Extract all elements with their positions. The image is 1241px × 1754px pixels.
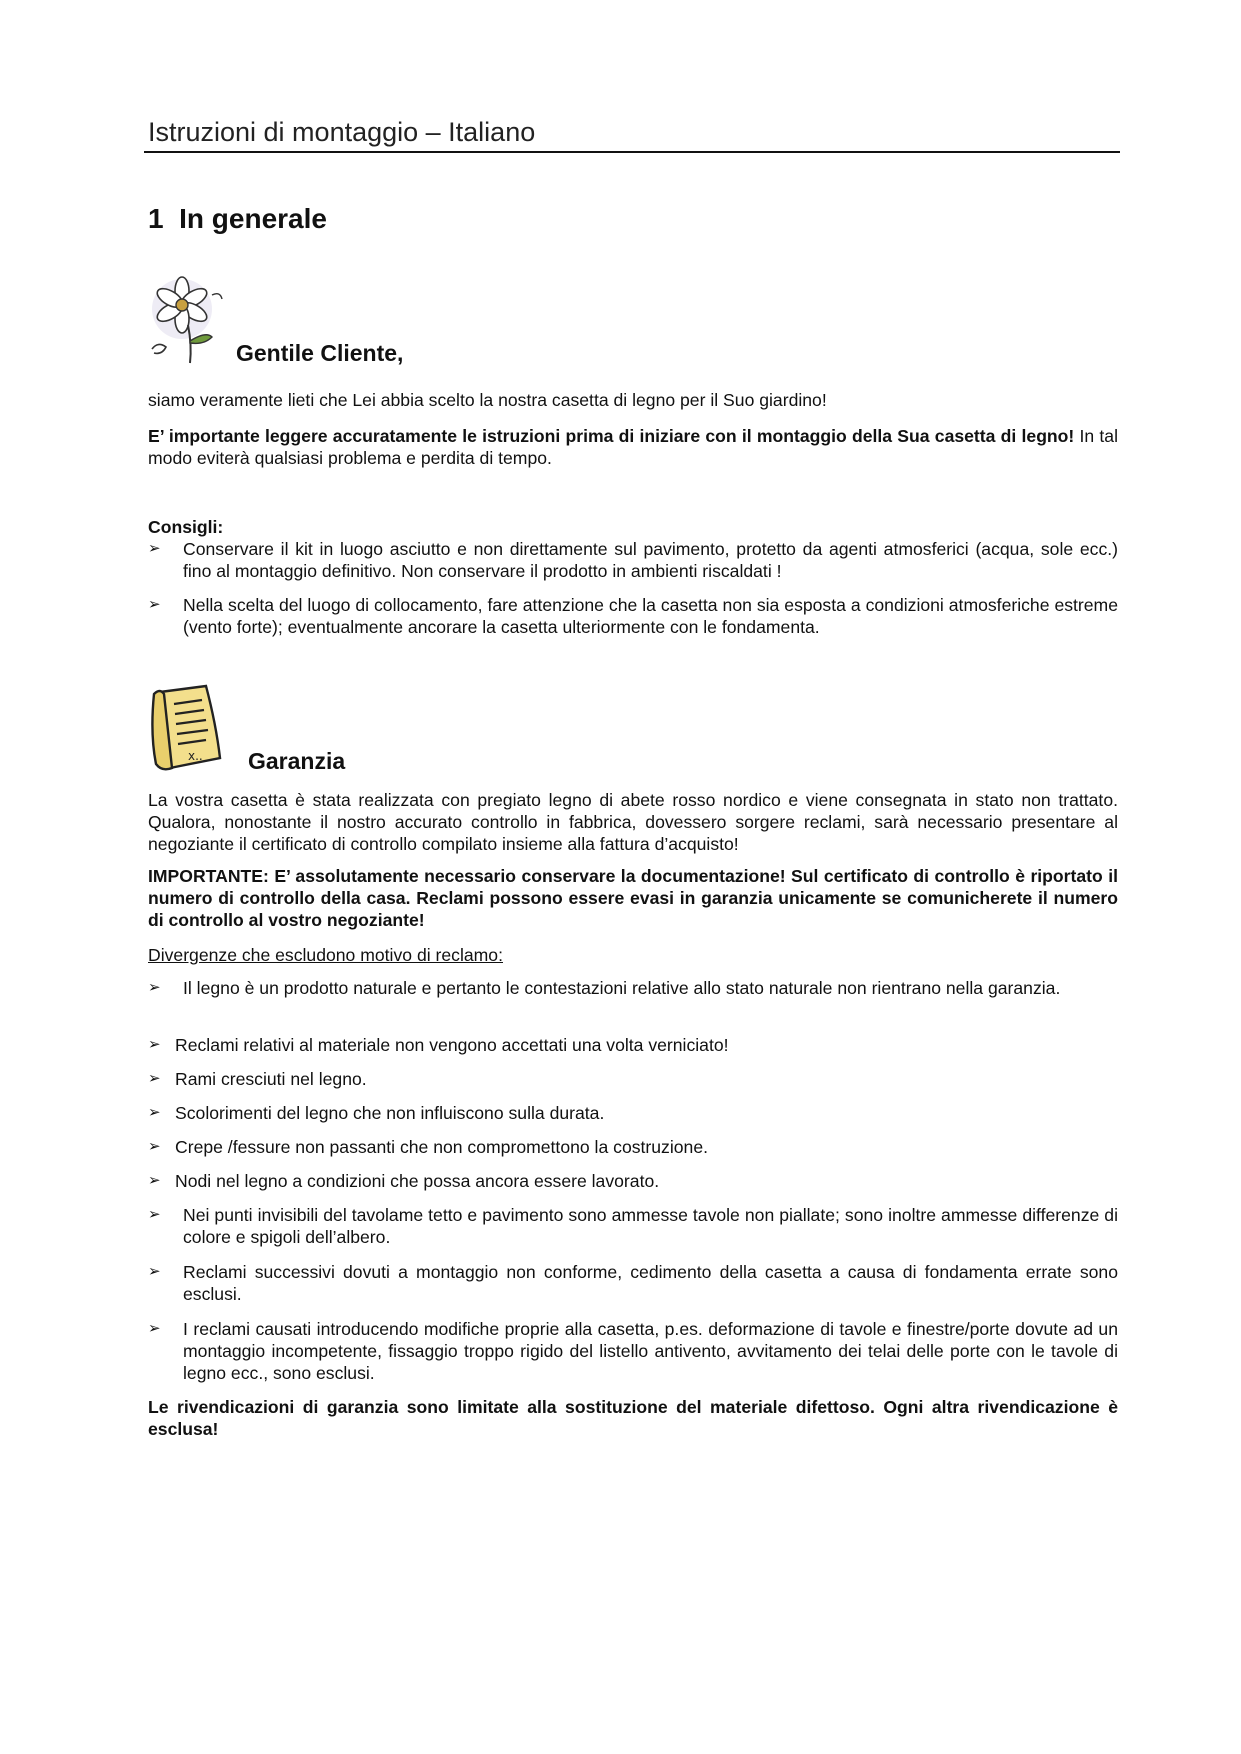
exclusion-text: I reclami causati introducendo modifiche proprie alla casetta, p.es. deformazione di tavole e finestre/porte dovute ad un montaggio incompetente, fissaggio troppo rigido del listello antivento, avvitamento dei telai delle porte con le tavole di legno ecc., sono esclusi. — [183, 1319, 1118, 1383]
tip-text: Conservare il kit in luogo asciutto e non direttamente sul pavimento, protetto da agenti atmosferici (acqua, sole ecc.) fino al montaggio definitivo. Non conservare il prodotto in ambienti riscaldati ! — [183, 539, 1118, 581]
important-intro-paragraph — [148, 425, 1118, 469]
section-heading — [148, 203, 327, 235]
list-item — [148, 1136, 1118, 1158]
exclusion-text: Nei punti invisibili del tavolame tetto e pavimento sono ammesse tavole non piallate; sono inoltre ammesse differenze di colore e spigoli dell’albero. — [183, 1205, 1118, 1247]
bullet-arrow-icon: ➢ — [148, 1104, 161, 1121]
list-item — [148, 977, 1118, 999]
bullet-arrow-icon: ➢ — [148, 1320, 161, 1337]
exclusion-text: Reclami successivi dovuti a montaggio non conforme, cedimento della casetta a causa di fondamenta errate sono esclusi. — [183, 1262, 1118, 1304]
bullet-arrow-icon: ➢ — [148, 1070, 161, 1087]
important-intro-bold: E’ importante leggere accuratamente le istruzioni prima di iniziare con il montaggio della Sua casetta di legno! — [148, 426, 1075, 446]
list-item — [148, 538, 1118, 582]
header-rule — [144, 151, 1120, 153]
intro-paragraph: siamo veramente lieti che Lei abbia scelto la nostra casetta di legno per il Suo giardino! — [148, 390, 827, 410]
list-item — [148, 1318, 1118, 1384]
svg-text:x..: x.. — [188, 749, 203, 763]
bullet-arrow-icon: ➢ — [148, 979, 161, 996]
warranty-title: Garanzia — [248, 748, 346, 774]
list-item — [148, 1068, 1118, 1090]
exclusion-text: Reclami relativi al materiale non vengono accettati una volta verniciato! — [175, 1035, 729, 1055]
bullet-arrow-icon: ➢ — [148, 1138, 161, 1155]
tips-title: Consigli: — [148, 517, 224, 537]
list-item — [148, 1034, 1118, 1056]
warranty-paragraph: La vostra casetta è stata realizzata con pregiato legno di abete rosso nordico e viene consegnata in stato non trattato. Qualora, nonostante il nostro accurato controllo in fabbrica, dovessero sorgere reclami, sarà necessario presentare al negoziante il certificato di controllo compilato insieme alla fattura d’acquisto! — [148, 790, 1118, 854]
warranty-important: IMPORTANTE: E’ assolutamente necessario conservare la documentazione! Sul certificato di controllo è riportato il numero di controllo della casa. Reclami possono essere evasi in garanzia unicamente se comunicherete il numero di controllo al vostro negoziante! — [148, 866, 1118, 930]
exclusion-text: Rami cresciuti nel legno. — [175, 1069, 367, 1089]
bullet-arrow-icon: ➢ — [148, 1263, 161, 1280]
exclusion-text: Scolorimenti del legno che non influiscono sulla durata. — [175, 1103, 605, 1123]
bullet-arrow-icon: ➢ — [148, 1172, 161, 1189]
list-item — [148, 594, 1118, 638]
warranty-closing: Le rivendicazioni di garanzia sono limitate alla sostituzione del materiale difettoso. Ogni altra rivendicazione è esclusa! — [148, 1397, 1118, 1439]
section-number: 1 — [148, 203, 164, 234]
list-item — [148, 1170, 1118, 1192]
tip-text: Nella scelta del luogo di collocamento, fare attenzione che la casetta non sia esposta a condizioni atmosferiche estreme (vento forte); eventualmente ancorare la casetta ulteriormente con le fondamenta. — [183, 595, 1118, 637]
important-intro-normal: In tal modo eviterà qualsiasi problema e perdita di tempo. — [148, 426, 1118, 468]
bullet-arrow-icon: ➢ — [148, 1206, 161, 1223]
list-item — [148, 1261, 1118, 1305]
exclusion-text: Crepe /fessure non passanti che non compromettono la costruzione. — [175, 1137, 709, 1157]
bullet-arrow-icon: ➢ — [148, 596, 161, 613]
exclusion-text: Nodi nel legno a condizioni che possa ancora essere lavorato. — [175, 1171, 660, 1191]
bullet-arrow-icon: ➢ — [148, 1036, 161, 1053]
list-item — [148, 1204, 1118, 1248]
document-icon — [146, 684, 232, 772]
bullet-arrow-icon: ➢ — [148, 540, 161, 557]
page-header-title: Istruzioni di montaggio – Italiano — [148, 117, 536, 147]
greeting: Gentile Cliente, — [236, 340, 404, 366]
section-title: In generale — [179, 203, 327, 234]
exclusion-text: Il legno è un prodotto naturale e pertanto le contestazioni relative allo stato naturale non rientrano nella garanzia. — [183, 978, 1061, 998]
flower-icon — [146, 275, 228, 365]
list-item — [148, 1102, 1118, 1124]
exclusions-title: Divergenze che escludono motivo di reclamo: — [148, 945, 503, 965]
